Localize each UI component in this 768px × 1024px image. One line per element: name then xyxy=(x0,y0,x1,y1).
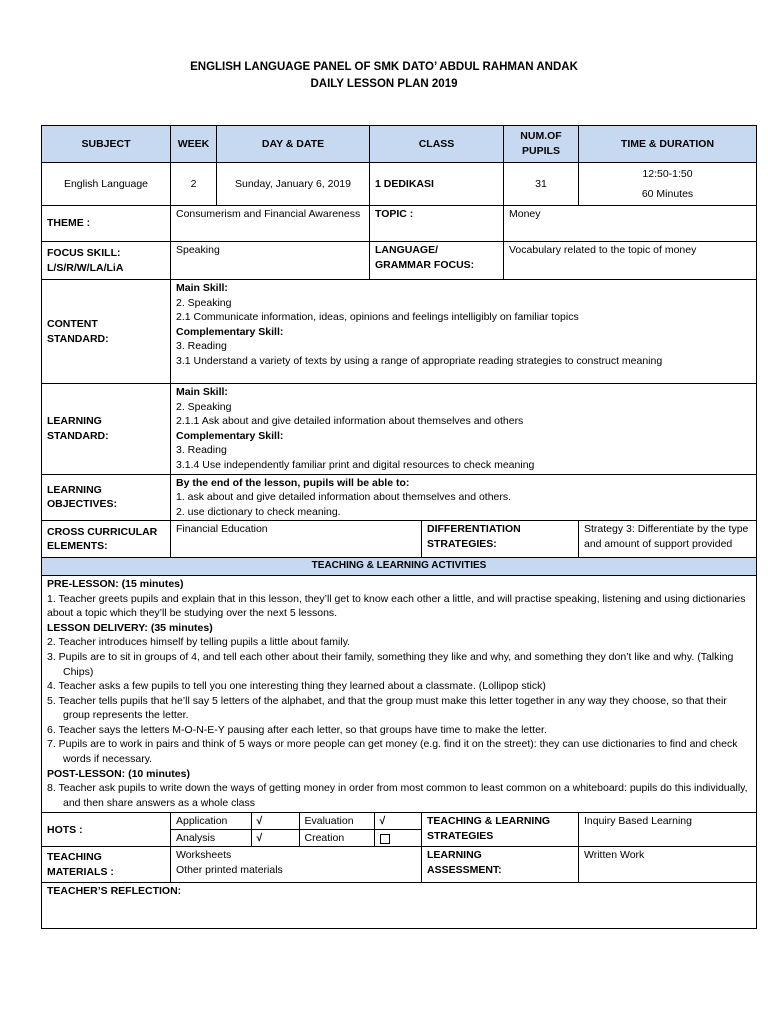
lo-item: 1. ask about and give detailed information about themselves and others. xyxy=(176,491,512,504)
assessment-label xyxy=(422,847,579,883)
lesson-delivery-heading: LESSON DELIVERY: (35 minutes) xyxy=(47,621,213,634)
activities-heading: TEACHING & LEARNING ACTIVITIES xyxy=(42,558,757,576)
learning-standard-label xyxy=(42,384,171,475)
activity-item: 7. Pupils are to work in pairs and think of 5 ways or more people can get money (e.g. find it on the street): they can use dictionaries to find and check words if necessary. xyxy=(47,738,738,766)
cs-comp-skill: 3. Reading xyxy=(176,340,227,353)
activities-heading-row xyxy=(42,558,757,576)
column-header-row xyxy=(42,126,757,163)
content-standard-value xyxy=(171,280,757,384)
activity-item: 4. Teacher asks a few pupils to tell you one interesting thing they learned about a classmate. (Lollipop stick) xyxy=(47,680,546,693)
col-day-date: DAY & DATE xyxy=(217,126,370,163)
material-item: Other printed materials xyxy=(176,864,283,877)
activity-item: 1. Teacher greets pupils and explain that in this lesson, they’ll get to know each other a little, and will practise speaking, listening and using dictionaries about a topic which they’ll be studying over the next 5 lessons. xyxy=(47,592,746,620)
differentiation-label-line1: DIFFERENTIATION xyxy=(427,523,521,536)
content-standard-row xyxy=(42,280,757,384)
lo-intro: By the end of the lesson, pupils will be able to: xyxy=(176,476,410,489)
class-value: 1 DEDIKASI xyxy=(370,163,504,206)
ls-main-heading: Main Skill: xyxy=(176,386,228,398)
content-standard-label xyxy=(42,280,171,384)
focus-skill-label xyxy=(42,242,171,280)
differentiation-label xyxy=(422,521,579,558)
lo-item: 2. use dictionary to check meaning. xyxy=(176,505,341,518)
ls-comp-skill: 3. Reading xyxy=(176,444,227,457)
lesson-plan-table xyxy=(41,125,757,929)
cross-curricular-value: Financial Education xyxy=(171,521,422,558)
language-focus-label xyxy=(370,242,504,280)
checkbox-empty-icon[interactable] xyxy=(380,834,390,844)
cross-curricular-row xyxy=(42,521,757,558)
focus-skill-row xyxy=(42,242,757,280)
document-title: ENGLISH LANGUAGE PANEL OF SMK DATO’ ABDUL RAHMAN ANDAK xyxy=(190,61,578,73)
theme-label: THEME : xyxy=(42,206,171,242)
cross-curricular-label xyxy=(42,521,171,558)
tl-strategies-label-line1: TEACHING & LEARNING xyxy=(427,815,551,828)
tl-strategies-label-line2: STRATEGIES xyxy=(427,830,494,843)
subject-value: English Language xyxy=(42,163,171,206)
content-standard-label-line1: CONTENT xyxy=(47,317,98,330)
hots-grid xyxy=(171,813,422,847)
ls-main-detail: 2.1.1 Ask about and give detailed information about themselves and others xyxy=(176,415,524,428)
learning-objectives-label-line2: OBJECTIVES: xyxy=(47,498,118,511)
learning-objectives-label-line1: LEARNING xyxy=(47,483,102,496)
cs-main-skill: 2. Speaking xyxy=(176,296,232,309)
language-focus-value: Vocabulary related to the topic of money xyxy=(504,242,757,280)
theme-row xyxy=(42,206,757,242)
cross-curricular-label-line1: CROSS CURRICULAR xyxy=(47,525,158,538)
theme-value: Consumerism and Financial Awareness xyxy=(171,206,370,242)
learning-objectives-value xyxy=(171,474,757,521)
hots-creation-box[interactable] xyxy=(374,830,422,847)
ls-main-skill: 2. Speaking xyxy=(176,400,232,413)
learning-standard-value xyxy=(171,384,757,475)
activity-item: 6. Teacher says the letters M-O-N-E-Y pausing after each letter, so that groups have time to make the letter. xyxy=(47,723,547,736)
cross-curricular-label-line2: ELEMENTS: xyxy=(47,540,108,553)
learning-standard-row xyxy=(42,384,757,475)
materials-row xyxy=(42,847,757,883)
assessment-value: Written Work xyxy=(579,847,757,883)
learning-standard-label-line2: STANDARD: xyxy=(47,429,109,442)
time-value: 12:50-1:50 xyxy=(642,168,693,180)
pre-lesson-heading: PRE-LESSON: (15 minutes) xyxy=(47,577,184,590)
ls-comp-detail: 3.1.4 Use independently familiar print and digital resources to check meaning xyxy=(176,458,535,471)
week-value: 2 xyxy=(171,163,217,206)
time-duration-value xyxy=(579,163,757,206)
focus-skill-value: Speaking xyxy=(171,242,370,280)
document-subtitle: DAILY LESSON PLAN 2019 xyxy=(310,78,458,90)
assessment-label-line2: ASSESSMENT: xyxy=(427,864,502,877)
reflection-label: TEACHER’S REFLECTION: xyxy=(47,885,182,898)
focus-skill-label-line1: FOCUS SKILL: xyxy=(47,246,121,259)
activities-row xyxy=(42,575,757,813)
activities-body xyxy=(42,575,757,813)
hots-analysis: Analysis xyxy=(171,830,251,847)
cs-comp-heading: Complementary Skill: xyxy=(176,325,284,338)
materials-label-line1: TEACHING xyxy=(47,851,102,864)
col-subject: SUBJECT xyxy=(42,126,171,163)
topic-value: Money xyxy=(504,206,757,242)
assessment-label-line1: LEARNING xyxy=(427,849,482,862)
num-pupils-value: 31 xyxy=(504,163,579,206)
info-row xyxy=(42,163,757,206)
cs-comp-detail: 3.1 Understand a variety of texts by using a range of appropriate reading strategies to construct meaning xyxy=(176,354,663,367)
hots-table xyxy=(171,813,422,846)
day-date-value: Sunday, January 6, 2019 xyxy=(217,163,370,206)
activity-item: 8. Teacher ask pupils to write down the ways of getting money in order from most common to least common on a whiteboard: pupils do this individually, and then share answers as a whole class xyxy=(47,782,748,809)
activity-item: 3. Pupils are to sit in groups of 4, and tell each other about their family, something they like and why, and something they don’t like and why. (Talking Chips) xyxy=(47,650,734,678)
materials-label-line2: MATERIALS : xyxy=(47,865,114,878)
hots-row xyxy=(42,813,757,847)
language-focus-label-line2: GRAMMAR FOCUS: xyxy=(375,258,475,271)
focus-skill-label-line2: L/S/R/W/LA/LiA xyxy=(47,261,124,274)
content-standard-label-line2: STANDARD: xyxy=(47,332,109,345)
learning-standard-label-line1: LEARNING xyxy=(47,415,102,428)
differentiation-label-line2: STRATEGIES: xyxy=(427,537,497,550)
post-lesson-heading: POST-LESSON: (10 minutes) xyxy=(47,767,190,780)
hots-evaluation-check: √ xyxy=(374,813,422,830)
activity-item: 5. Teacher tells pupils that he’ll say 5 letters of the alphabet, and that the group must make this letter together in any way they choose, so that their group represents the letter. xyxy=(47,694,727,722)
language-focus-label-line1: LANGUAGE/ xyxy=(375,244,438,256)
materials-value xyxy=(171,847,422,883)
hots-label: HOTS : xyxy=(42,813,171,847)
duration-value: 60 Minutes xyxy=(641,188,694,200)
hots-evaluation: Evaluation xyxy=(299,813,374,830)
reflection-row xyxy=(42,883,757,929)
tl-strategies-label xyxy=(422,813,579,847)
cs-main-heading: Main Skill: xyxy=(176,282,228,294)
activity-item: 2. Teacher introduces himself by telling pupils a little about family. xyxy=(47,636,351,649)
col-time-duration: TIME & DURATION xyxy=(579,126,757,163)
col-class: CLASS xyxy=(370,126,504,163)
material-item: Worksheets xyxy=(176,849,232,862)
hots-creation: Creation xyxy=(299,830,374,847)
col-num-pupils: NUM.OF PUPILS xyxy=(504,126,579,163)
learning-objectives-row xyxy=(42,474,757,521)
hots-application: Application xyxy=(171,813,251,830)
tl-strategies-value: Inquiry Based Learning xyxy=(579,813,757,847)
topic-label: TOPIC : xyxy=(370,206,504,242)
hots-application-check: √ xyxy=(251,813,299,830)
reflection-cell[interactable] xyxy=(42,883,757,929)
differentiation-value: Strategy 3: Differentiate by the type and amount of support provided xyxy=(579,521,757,558)
ls-comp-heading: Complementary Skill: xyxy=(176,429,284,442)
cs-main-detail: 2.1 Communicate information, ideas, opinions and feelings intelligibly on familiar topics xyxy=(176,311,579,324)
col-week: WEEK xyxy=(171,126,217,163)
materials-label xyxy=(42,847,171,883)
hots-analysis-check: √ xyxy=(251,830,299,847)
learning-objectives-label xyxy=(42,474,171,521)
